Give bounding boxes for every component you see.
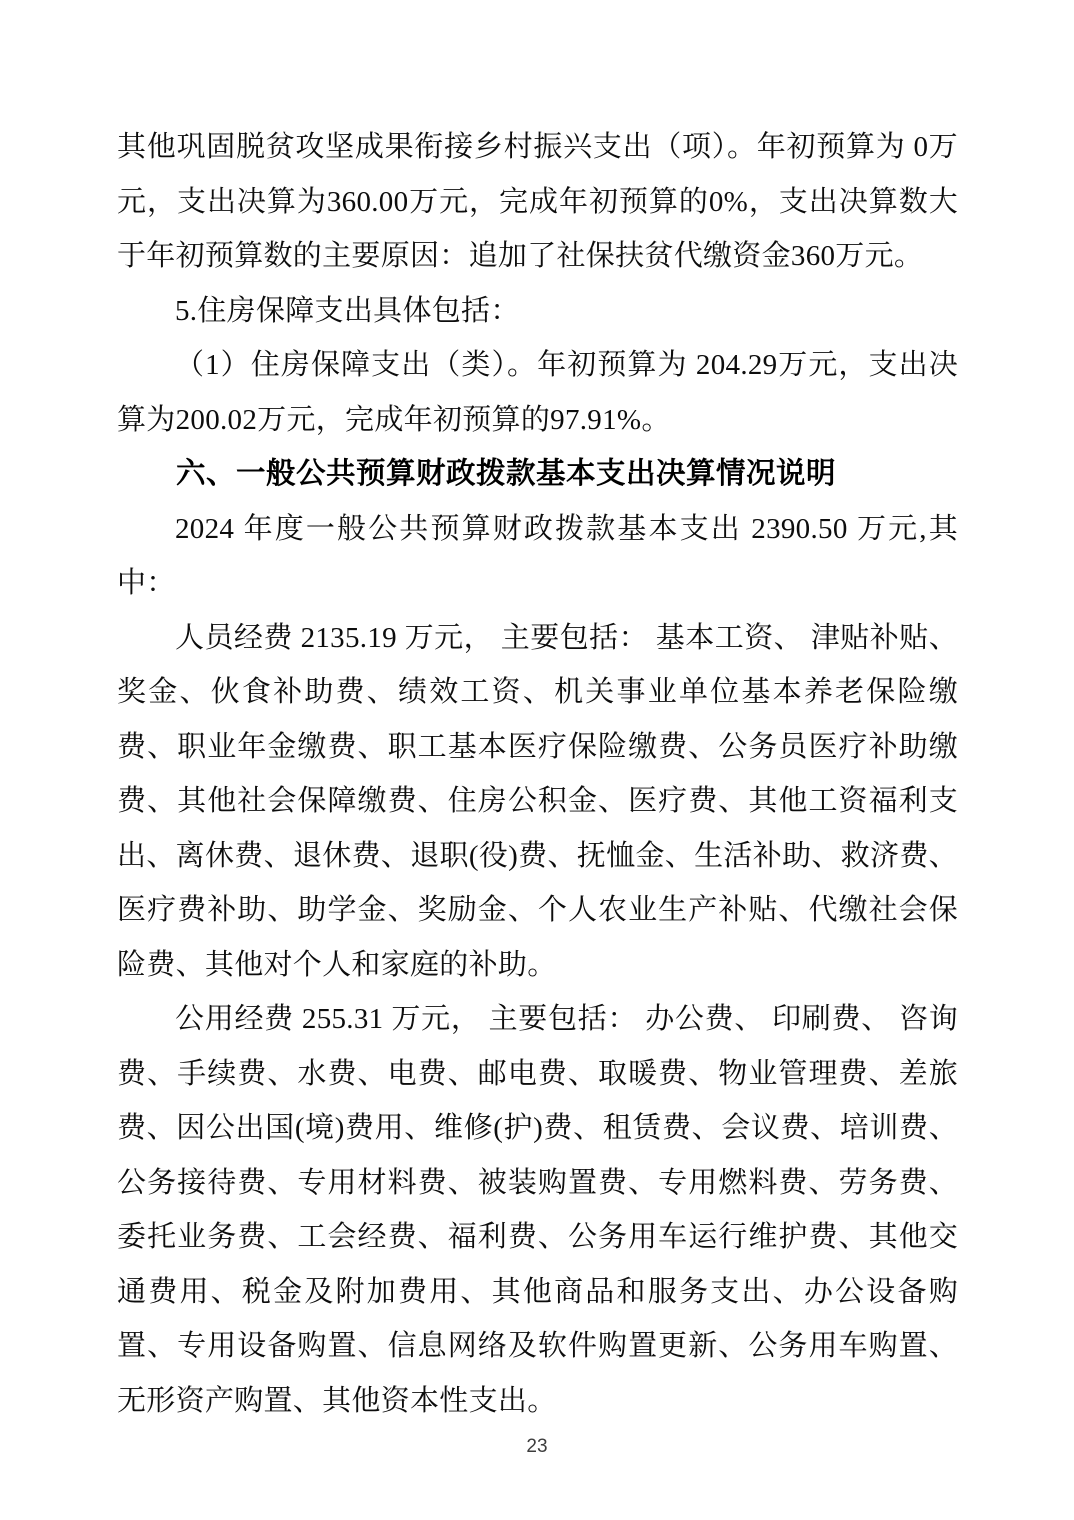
page-number: 23 <box>526 1436 548 1457</box>
paragraph-item-5-housing-security: 5.住房保障支出具体包括： <box>175 294 520 327</box>
paragraph-personnel-funds: 人员经费 2135.19 万元， 主要包括： 基本工资、 津贴补贴、 奖金、伙食补助费、绩效工资、机关事业单位基本养老保险缴费、职业年金缴费、职工基本医疗保险缴费、公务员医疗补助缴费、其他社会保障缴费、住房公积金、医疗费、其他工资福利支出、离休费、退休费、退职(役)费、抚恤金、生活补助、救济费、医疗费补助、助学金、奖励金、个人农业生产补贴、代缴社会保险费、其他对个人和家庭的补助。 <box>117 621 958 981</box>
page-footer <box>0 1436 1074 1458</box>
paragraph-total-basic-expenditure: 2024 年度一般公共预算财政拨款基本支出 2390.50 万元,其中： <box>117 512 958 599</box>
paragraph-public-funds: 公用经费 255.31 万元， 主要包括： 办公费、 印刷费、 咨询费、手续费、水费、电费、邮电费、取暖费、物业管理费、差旅费、因公出国(境)费用、维修(护)费、租赁费、会议费、培训费、公务接待费、专用材料费、被装购置费、专用燃料费、劳务费、委托业务费、工会经费、福利费、公务用车运行维护费、其他交通费用、税金及附加费用、其他商品和服务支出、办公设备购置、专用设备购置、信息网络及软件购置更新、公务用车购置、无形资产购置、其他资本性支出。 <box>117 1003 958 1417</box>
paragraph-item-5-1-housing-security-detail: （1）住房保障支出（类）。年初预算为 204.29万元，支出决算为200.02万元，完成年初预算的97.91%。 <box>117 349 958 436</box>
section-heading-six-basic-expenditure: 六、一般公共预算财政拨款基本支出决算情况说明 <box>176 457 837 490</box>
paragraph-continuation-other-poverty-support: 其他巩固脱贫攻坚成果衔接乡村振兴支出（项）。年初预算为 0万元，支出决算为360.00万元，完成年初预算的0%，支出决算数大于年初预算数的主要原因：追加了社保扶贫代缴资金360万元。 <box>117 131 958 272</box>
